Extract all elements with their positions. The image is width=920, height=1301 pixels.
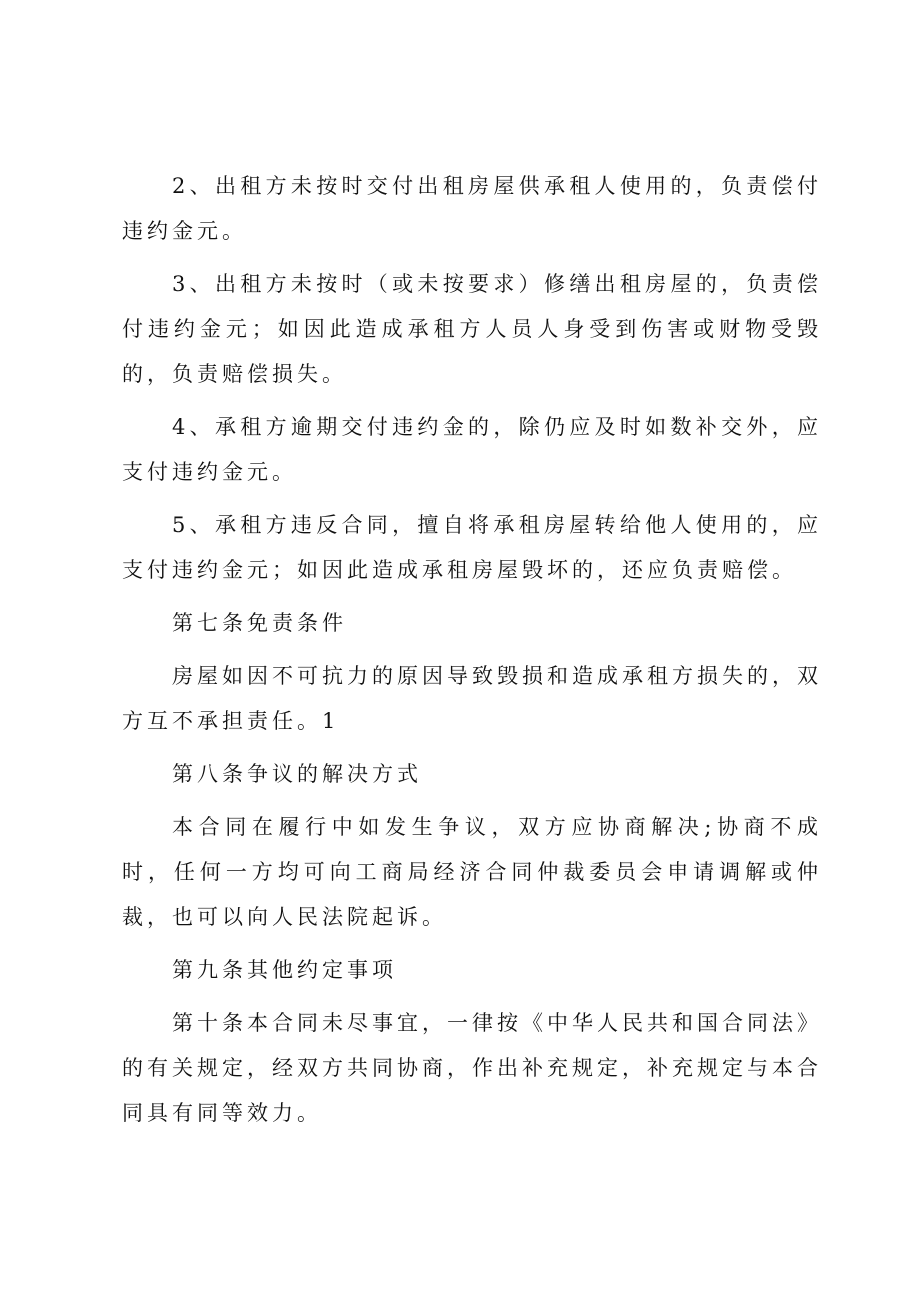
heading-article-9: 第九条其他约定事项 bbox=[172, 958, 397, 982]
paragraph-article-8-body: 本合同在履行中如发生争议，双方应协商解决;协商不成时，任何一方均可向工商局经济合同仲裁委员会申请调解或仲裁，也可以向人民法院起诉。 bbox=[122, 815, 822, 929]
document-body bbox=[122, 164, 822, 1136]
paragraph-clause-4: 4、承租方逾期交付违约金的，除仍应及时如数补交外，应支付违约金元。 bbox=[122, 415, 822, 484]
paragraph-article-10: 第十条本合同未尽事宜，一律按《中华人民共和国合同法》的有关规定，经双方共同协商，作出补充规定，补充规定与本合同具有同等效力。 bbox=[122, 1011, 822, 1125]
paragraph-clause-2: 2、出租方未按时交付出租房屋供承租人使用的，负责偿付违约金元。 bbox=[122, 174, 822, 243]
paragraph-clause-3: 3、出租方未按时（或未按要求）修缮出租房屋的，负责偿付违约金元；如因此造成承租方人员人身受到伤害或财物受毁的，负责赔偿损失。 bbox=[122, 272, 822, 386]
paragraph-clause-5: 5、承租方违反合同，擅自将承租房屋转给他人使用的，应支付违约金元；如因此造成承租房屋毁坏的，还应负责赔偿。 bbox=[122, 513, 822, 582]
heading-article-7: 第七条免责条件 bbox=[172, 611, 347, 635]
heading-article-8: 第八条争议的解决方式 bbox=[172, 762, 422, 786]
paragraph-article-7-body: 房屋如因不可抗力的原因导致毁损和造成承租方损失的，双方互不承担责任。1 bbox=[122, 664, 822, 733]
